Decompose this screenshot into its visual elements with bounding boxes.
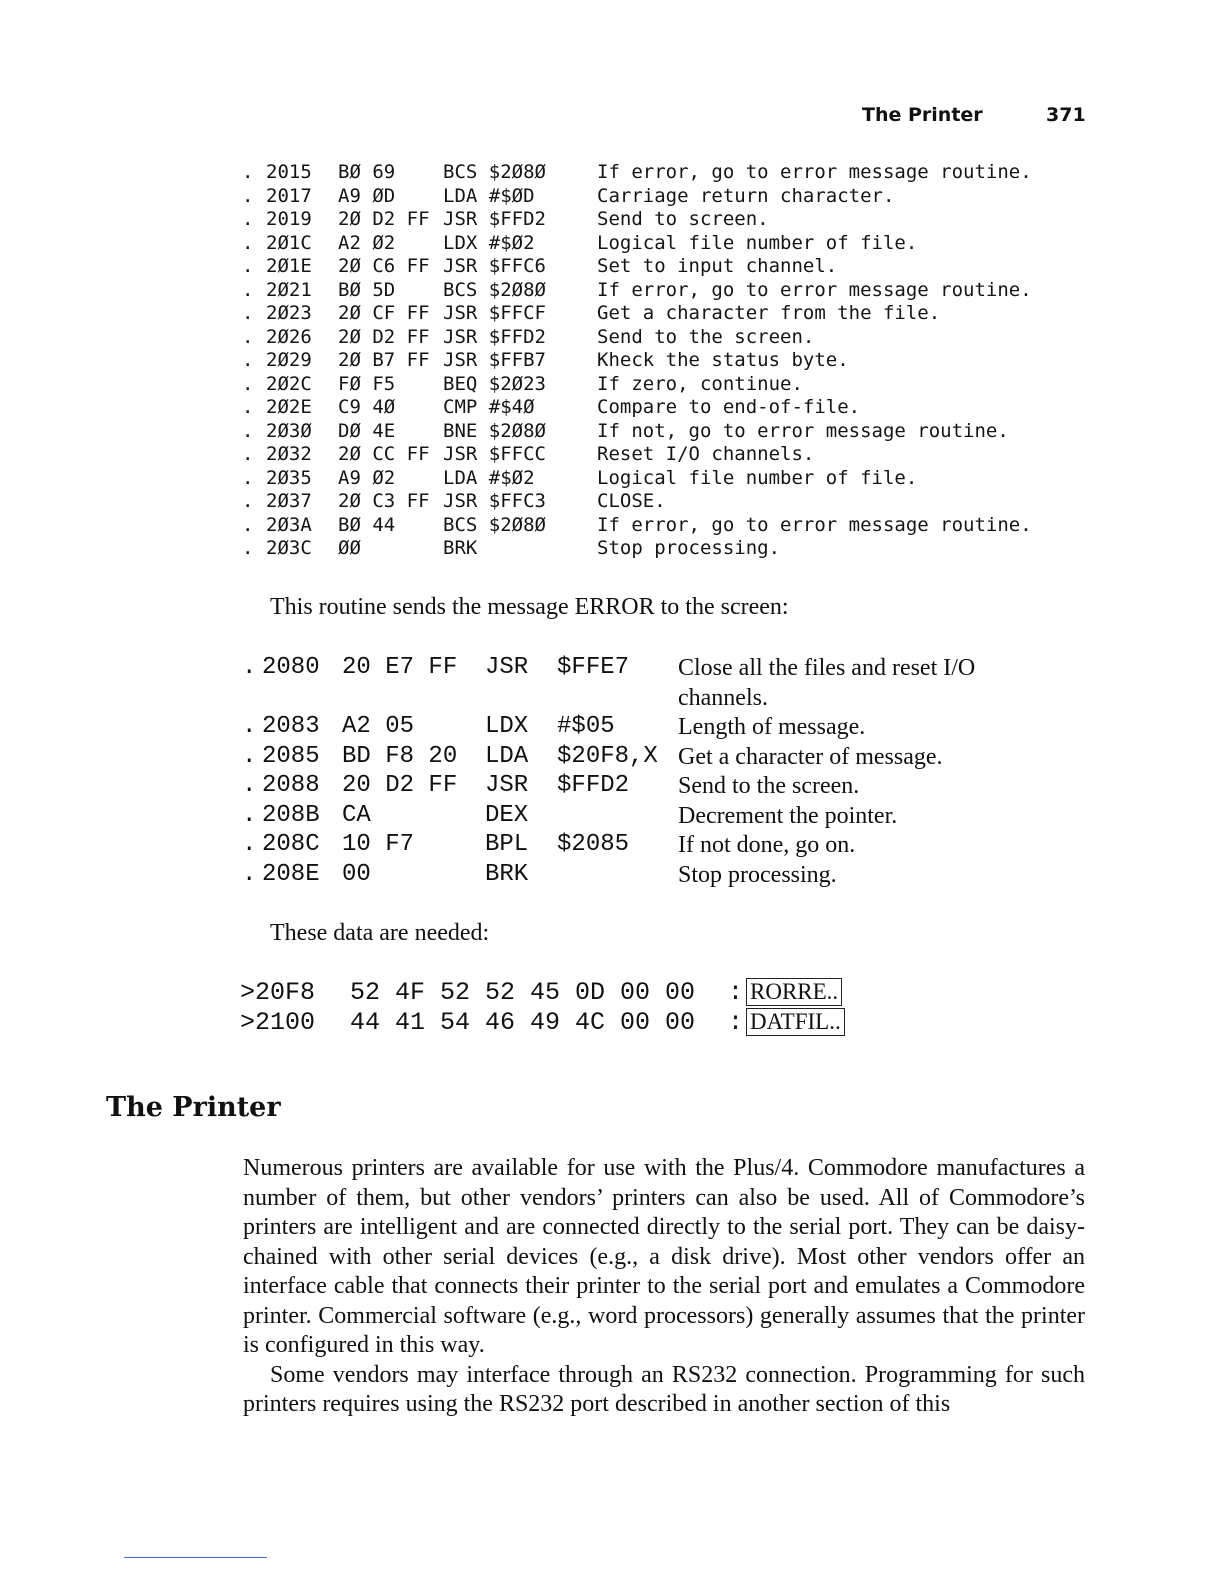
listing-instruction: CMP #$4Ø bbox=[443, 396, 535, 418]
listing-instruction: LDA #$ØD bbox=[443, 184, 535, 207]
listing-bytes: 2Ø D2 FF bbox=[338, 325, 430, 348]
dump-address: >20F8 bbox=[240, 978, 316, 1007]
listing-bytes: 2Ø B7 FF bbox=[338, 349, 430, 371]
listing-bytes: A9 Ø2 bbox=[338, 466, 396, 489]
dump-ascii-box: DATFIL.. bbox=[746, 1008, 845, 1036]
listing-instruction: LDX #$Ø2 bbox=[443, 231, 535, 254]
listing-instruction: JSR $FFC6 bbox=[443, 255, 546, 277]
listing-comment: Close all the files and reset I/O channels. bbox=[678, 655, 976, 711]
dump-ascii-box: RORRE.. bbox=[746, 978, 842, 1006]
listing-instruction: JSR $FFCC bbox=[443, 443, 546, 465]
dump-bytes: 52 4F 52 52 45 0D 00 00 bbox=[350, 978, 696, 1007]
listing-comment: If error, go to error message routine. bbox=[597, 513, 1032, 536]
listing-comment: If zero, continue. bbox=[597, 372, 803, 395]
listing-address: 2080 bbox=[262, 654, 320, 681]
listing-address: 2Ø29 bbox=[266, 349, 312, 371]
listing-address: 208C bbox=[262, 831, 320, 859]
listing-bytes: 2Ø CF FF bbox=[338, 302, 430, 324]
running-head-title: The Printer bbox=[862, 104, 983, 126]
listing-comment: Send to the screen. bbox=[597, 325, 815, 348]
listing-bytes: 20 D2 FF bbox=[342, 772, 458, 800]
listing-comment: If not done, go on. bbox=[678, 832, 856, 859]
listing-instruction: JSR $FFD2 bbox=[443, 325, 546, 348]
listing-address: 2Ø2C bbox=[266, 372, 312, 395]
book-page: The Printer 371 . 2015 BØ 69 BCS $2Ø8Ø If error, go to error message routine. . 2017 A9 ØD LDA #$ØD Carriage return character. . 2019 2Ø D2 FF JSR $FFD2 Send to screen. . 2Ø1C A2 Ø2 LDX #$Ø2 Logical file number of file. . 2Ø1E 2Ø C6 FF JSR $FFC6 Set to input channel. . 2Ø21 BØ 5D BCS $2Ø8Ø If error, go to error message routine. . 2Ø23 2Ø CF FF JSR $FFCF Get a character from the file. . 2Ø26 2Ø D2 FF JSR $FFD2 Send to the screen. . 2Ø29 2Ø B7 FF JSR $FFB7 Kheck the status byte. . 2Ø2C FØ F5 BEQ $2Ø23 If zero, continue. . 2Ø2E C9 4Ø CMP #$4Ø Compare to end-of-file. . 2Ø3Ø DØ 4E BNE $2Ø8Ø If not, go to error message routine. . 2Ø32 2Ø CC FF JSR $FFCC Reset I/O channels. . 2Ø35 A9 Ø2 LDA #$Ø2 Logical file number of file. . 2Ø37 2Ø C3 FF JSR $FFC3 CLOSE. . 2Ø3A BØ 44 BCS $2Ø8Ø If error, go to error message routine. . 2Ø3C ØØ BRK Stop processing. This routine sends the message ERROR to the screen: . 2080 20 E7 FF JSR $FFE7 Close all the files and reset I/O channels. . 2083 A2 05 LDX #$05 Length of message. . 2085 BD F8 20 LDA $20F8,X Get a character of message. . 2088 20 D2 FF JSR $FFD2 Send to the screen. . 208B CA DEX Decrement the pointer. . 208C 10 F7 BPL $2085 If not done, go on. . 208E 00 BRK Stop processing. These data are needed: >20F8 52 4F 52 52 45 0D 00 00 : RORRE.. >2100 44 41 54 46 49 4C 00 00 : DATFIL.. The Printer Numerous printers are available for use with the Plus/4. Commodore manufactures a number of them, but other vendors’ printers can also be used. All of Commodore’s printers are intelligent and are connected directly to the serial port. They can be daisy-chained with other serial devices (e.g., a disk drive). Most other vendors offer an interface cable that connects their printer to the serial port and emulates a Commodore printer. Commercial software (e.g., word processors) generally assumes that the printer is configured in this way. Some vendors may interface through an RS232 connection. Programming for such printers requires using the RS232 port described in another section of this bbox=[0, 0, 1224, 1584]
footnote-rule bbox=[124, 1557, 267, 1558]
listing-address: 2085 bbox=[262, 742, 320, 770]
listing-instruction: LDA $20F8,X bbox=[485, 742, 658, 770]
listing-comment: Stop processing. bbox=[678, 861, 837, 888]
listing-address: 2Ø2E bbox=[266, 396, 312, 418]
listing-comment: If error, go to error message routine. bbox=[597, 161, 1032, 183]
listing-address: 2Ø1C bbox=[266, 231, 312, 254]
listing-bytes: 2Ø D2 FF bbox=[338, 208, 430, 230]
listing-comment: Get a character from the file. bbox=[597, 302, 941, 324]
listing-instruction: BRK bbox=[443, 537, 478, 559]
listing-address: 2Ø3Ø bbox=[266, 419, 312, 442]
listing-bytes: A2 Ø2 bbox=[338, 231, 396, 254]
listing-comment: Length of message. bbox=[678, 714, 866, 740]
listing-bytes: 10 F7 bbox=[342, 831, 415, 859]
listing-address: 2Ø32 bbox=[266, 443, 312, 465]
listing-instruction: BEQ $2Ø23 bbox=[443, 372, 546, 395]
listing-bytes: 20 E7 FF bbox=[342, 654, 458, 681]
listing-comment: Compare to end-of-file. bbox=[597, 396, 861, 418]
body-text bbox=[243, 1154, 1085, 1420]
listing-comment: Send to screen. bbox=[597, 208, 769, 230]
listing-instruction: LDX #$05 bbox=[485, 713, 615, 740]
listing-address: 2Ø23 bbox=[266, 302, 312, 324]
listing-address: 208E bbox=[262, 860, 320, 888]
listing-address: 2Ø26 bbox=[266, 325, 312, 348]
listing-bytes: A2 05 bbox=[342, 713, 415, 740]
listing-bytes: DØ 4E bbox=[338, 419, 396, 442]
listing-comment: Get a character of message. bbox=[678, 743, 943, 770]
listing-bytes: 2Ø C3 FF bbox=[338, 490, 430, 512]
listing-bytes: CA bbox=[342, 801, 371, 829]
listing-instruction: JSR $FFE7 bbox=[485, 654, 630, 681]
listing-bytes: C9 4Ø bbox=[338, 396, 396, 418]
listing-address: 2083 bbox=[262, 713, 320, 740]
listing-bytes: BØ 5D bbox=[338, 278, 396, 301]
page-number: 371 bbox=[1046, 104, 1086, 126]
listing-comment: Decrement the pointer. bbox=[678, 802, 898, 829]
listing-address: 208B bbox=[262, 801, 320, 829]
error-routine-intro: This routine sends the message ERROR to the screen: bbox=[270, 594, 789, 620]
listing-bytes: ØØ bbox=[338, 537, 361, 559]
data-intro: These data are needed: bbox=[270, 920, 490, 946]
listing-address: 2Ø3C bbox=[266, 537, 312, 559]
listing-comment: Send to the screen. bbox=[678, 773, 860, 800]
listing-instruction: BNE $2Ø8Ø bbox=[443, 419, 546, 442]
listing-address: 2017 bbox=[266, 184, 312, 207]
listing-address: 2Ø35 bbox=[266, 466, 312, 489]
listing-comment: Reset I/O channels. bbox=[597, 443, 815, 465]
listing-address: 2088 bbox=[262, 772, 320, 800]
listing-bytes: 2Ø C6 FF bbox=[338, 255, 430, 277]
listing-instruction: JSR $FFC3 bbox=[443, 490, 546, 512]
listing-instruction: BCS $2Ø8Ø bbox=[443, 513, 546, 536]
listing-instruction: LDA #$Ø2 bbox=[443, 466, 535, 489]
listing-instruction: JSR $FFD2 bbox=[485, 772, 630, 800]
listing-instruction: DEX bbox=[485, 801, 529, 829]
paragraph: Some vendors may interface through an RS232 connection. Programming for such printers requires using the RS232 port described in another section of this bbox=[243, 1361, 1085, 1417]
listing-instruction: JSR $FFD2 bbox=[443, 208, 546, 230]
listing-instruction: JSR $FFCF bbox=[443, 302, 546, 324]
listing-bytes: 00 bbox=[342, 860, 371, 888]
listing-instruction: BPL $2085 bbox=[485, 831, 630, 859]
listing-bytes: BØ 69 bbox=[338, 161, 396, 183]
listing-address: 2Ø1E bbox=[266, 255, 312, 277]
listing-address: 2Ø37 bbox=[266, 490, 312, 512]
listing-comment: Carriage return character. bbox=[597, 184, 895, 207]
paragraph: Numerous printers are available for use with the Plus/4. Commodore manufactures a number of them, but other vendors’ printers can also be used. All of Commodore’s printers are intelligent and are connected directly to the serial port. They can be daisy-chained with other serial devices (e.g., a disk drive). Most other vendors offer an interface cable that connects their printer to the serial port and emulates a Commodore printer. Commercial software (e.g., word processors) generally assumes that the printer is configured in this way. bbox=[243, 1155, 1085, 1358]
listing-address: 2015 bbox=[266, 161, 312, 183]
dump-bytes: 44 41 54 46 49 4C 00 00 bbox=[350, 1008, 696, 1037]
listing-bytes: FØ F5 bbox=[338, 372, 396, 395]
listing-address: 2019 bbox=[266, 208, 312, 230]
listing-address: 2Ø21 bbox=[266, 278, 312, 301]
listing-comment: Logical file number of file. bbox=[597, 231, 918, 254]
listing-instruction: BRK bbox=[485, 860, 529, 888]
listing-comment: If error, go to error message routine. bbox=[597, 278, 1032, 301]
listing-bytes: BD F8 20 bbox=[342, 742, 458, 770]
listing-comment: CLOSE. bbox=[597, 490, 666, 512]
listing-bytes: A9 ØD bbox=[338, 184, 396, 207]
listing-comment: Logical file number of file. bbox=[597, 466, 918, 489]
listing-instruction: BCS $2Ø8Ø bbox=[443, 161, 546, 183]
listing-comment: Set to input channel. bbox=[597, 255, 838, 277]
listing-instruction: JSR $FFB7 bbox=[443, 349, 546, 371]
listing-comment: If not, go to error message routine. bbox=[597, 419, 1009, 442]
listing-bytes: 2Ø CC FF bbox=[338, 443, 430, 465]
listing-instruction: BCS $2Ø8Ø bbox=[443, 278, 546, 301]
listing-comment: Stop processing. bbox=[597, 537, 781, 559]
listing-bytes: BØ 44 bbox=[338, 513, 396, 536]
section-heading: The Printer bbox=[106, 1092, 281, 1123]
listing-address: 2Ø3A bbox=[266, 513, 312, 536]
listing-comment: Kheck the status byte. bbox=[597, 349, 849, 371]
dump-address: >2100 bbox=[240, 1008, 316, 1037]
